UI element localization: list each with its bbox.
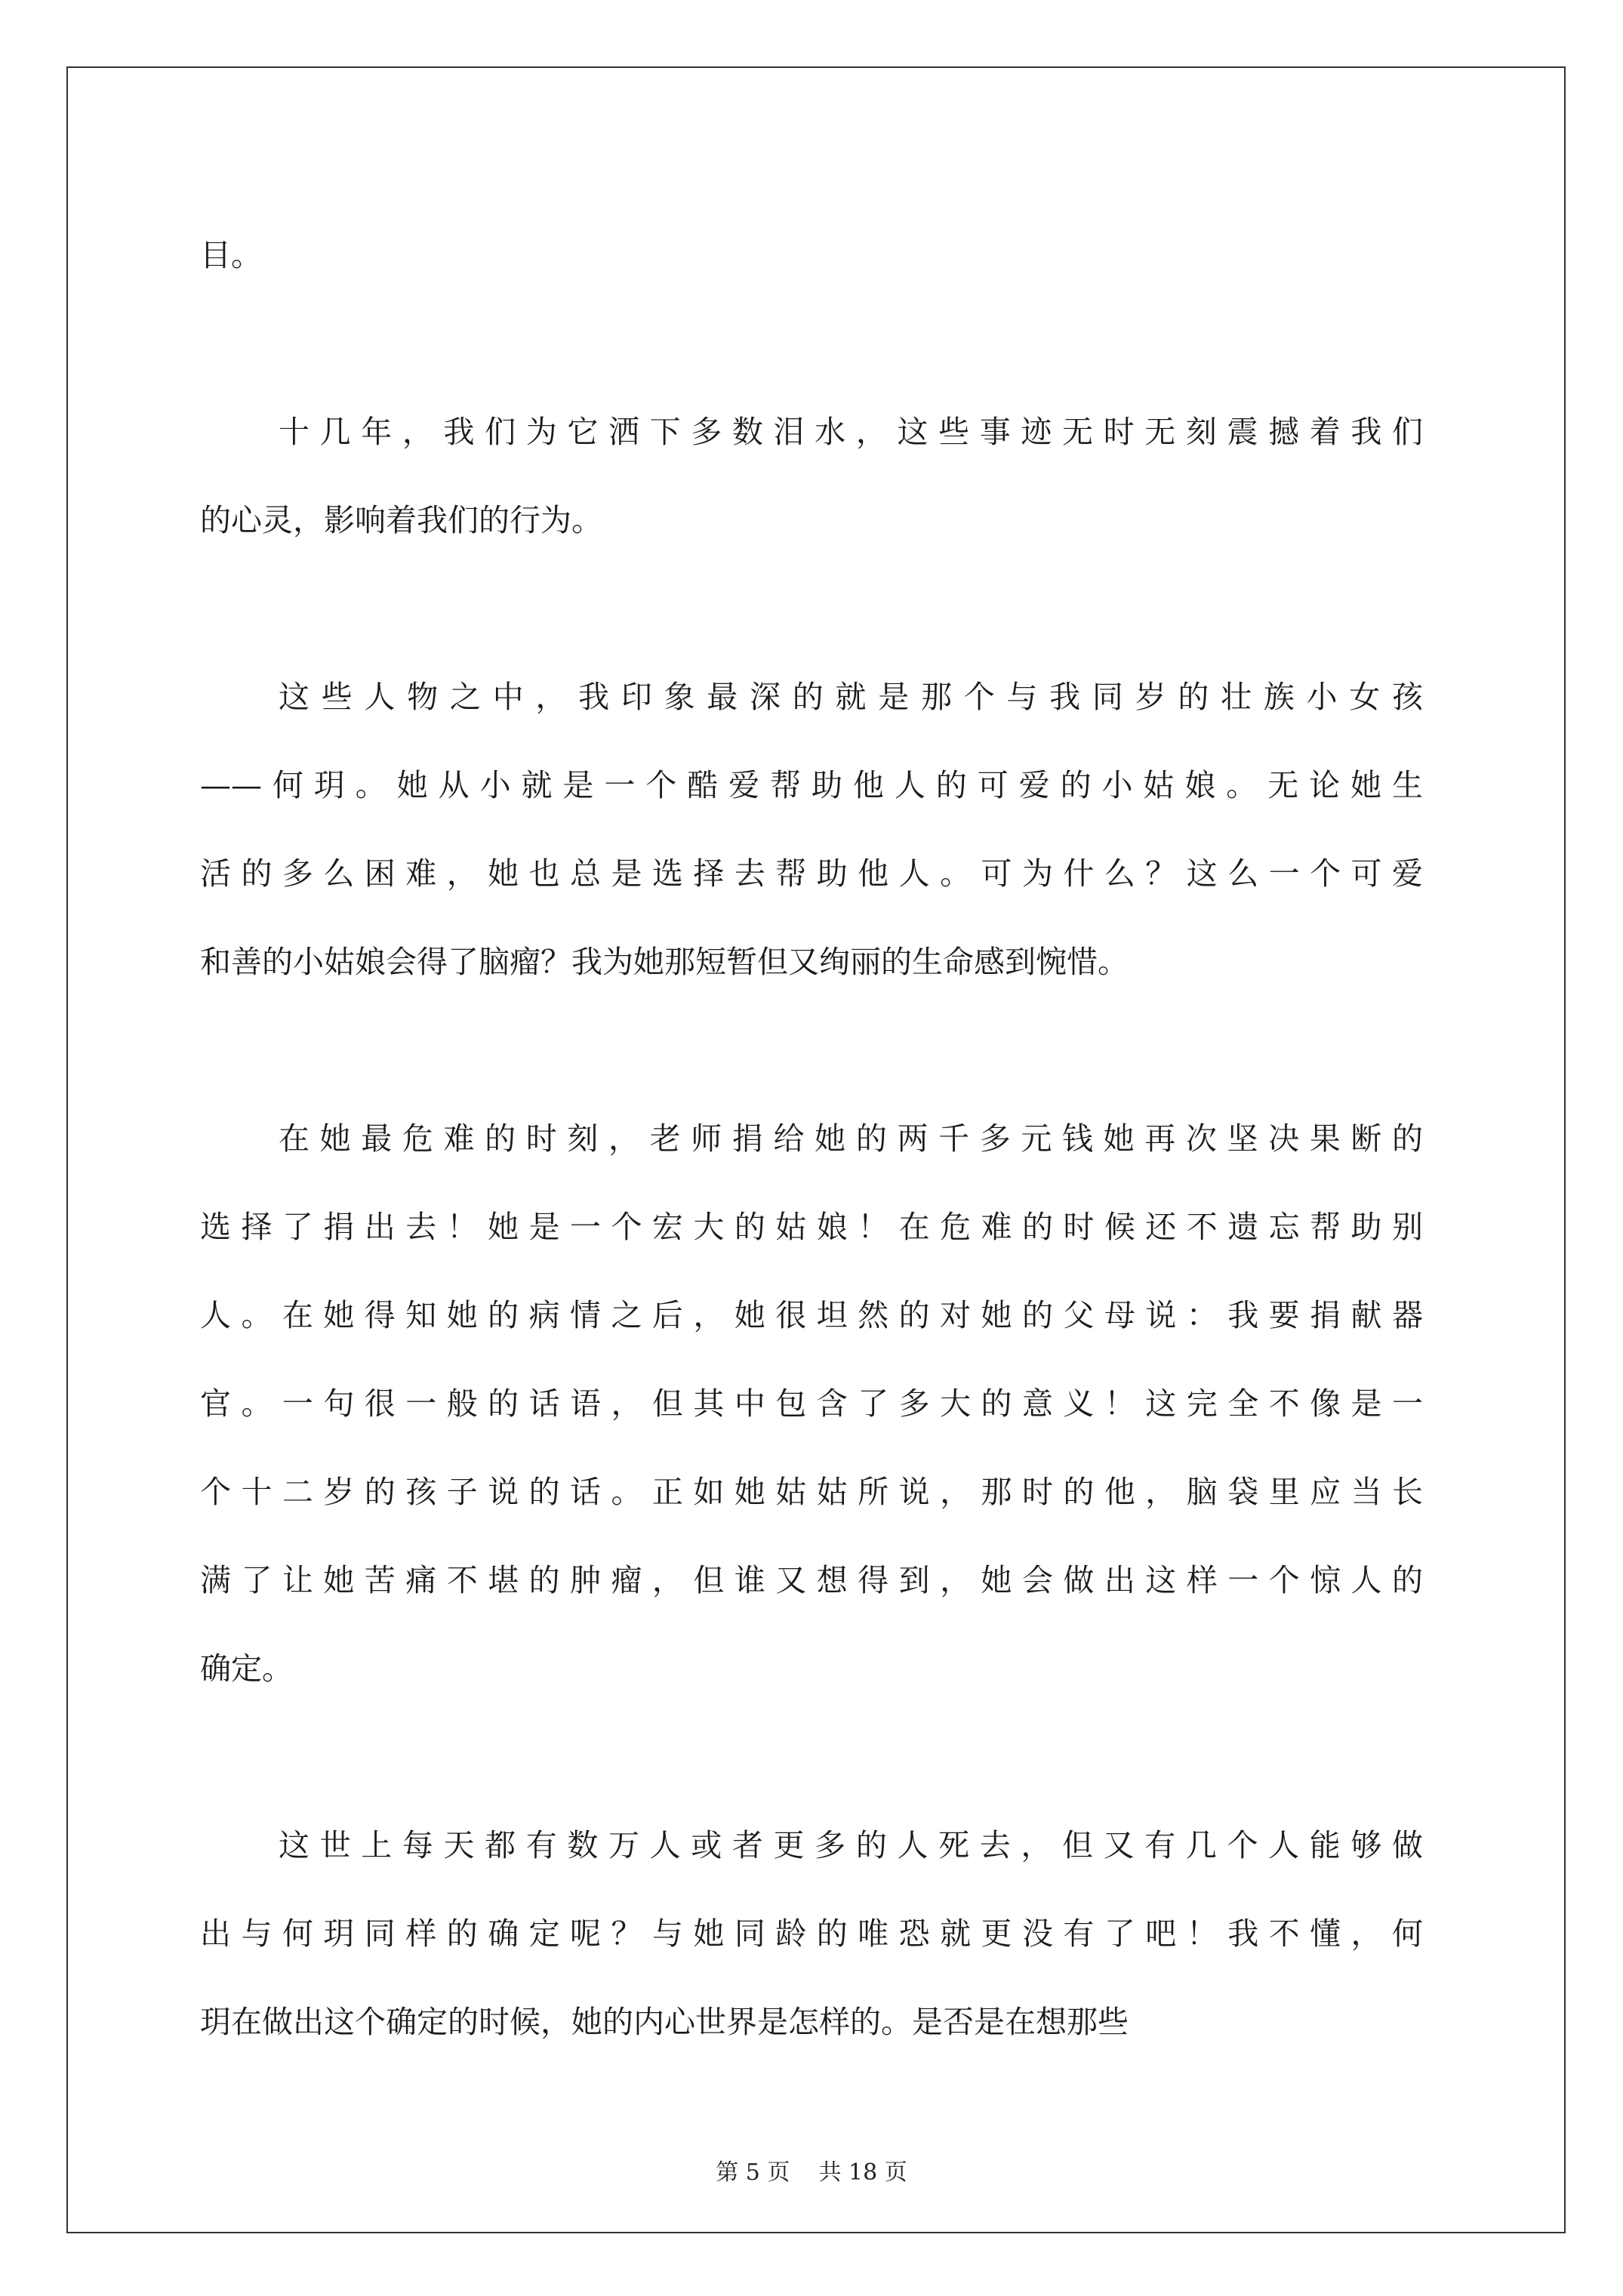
text-line: 人。在她得知她的病情之后，她很坦然的对她的父母说：我要捐献器	[200, 1297, 1423, 1333]
paragraph	[200, 211, 1423, 300]
text-line: 这些人物之中，我印象最深的就是那个与我同岁的壮族小女孩	[279, 679, 1423, 715]
text-line: 这世上每天都有数万人或者更多的人死去，但又有几个人能够做	[279, 1827, 1423, 1863]
text-line: 选择了捐出去！她是一个宏大的姑娘！在危难的时候还不遗忘帮助别	[200, 1209, 1423, 1245]
text-line: 在她最危难的时刻，老师捐给她的两千多元钱她再次坚决果断的	[279, 1120, 1423, 1157]
text-line: 和善的小姑娘会得了脑瘤？我为她那短暂但又绚丽的生命感到惋惜。	[200, 944, 1129, 980]
paragraph	[200, 1095, 1423, 1713]
text-line: 的心灵，影响着我们的行为。	[200, 502, 602, 538]
text-line: 官。一句很一般的话语，但其中包含了多大的意义！这完全不像是一	[200, 1385, 1423, 1422]
paragraph-spacer	[200, 300, 1423, 388]
paragraph-spacer	[200, 1713, 1423, 1801]
paragraph	[200, 1801, 1423, 2066]
paragraph	[200, 653, 1423, 1006]
text-line: 十几年，我们为它洒下多数泪水，这些事迹无时无刻震撼着我们	[279, 414, 1423, 450]
paragraph-spacer	[200, 565, 1423, 653]
page-number-footer: 第 5 页 共 18 页	[716, 2159, 907, 2186]
paragraph	[200, 388, 1423, 565]
text-line: 确定。	[200, 1650, 293, 1687]
paragraph-spacer	[200, 1006, 1423, 1095]
text-line: 满了让她苦痛不堪的肿瘤，但谁又想得到，她会做出这样一个惊人的	[200, 1562, 1423, 1598]
document-body	[200, 211, 1423, 2066]
text-line: 活的多么困难，她也总是选择去帮助他人。可为什么？这么一个可爱	[200, 855, 1423, 892]
text-line: ——何玥。她从小就是一个酷爱帮助他人的可爱的小姑娘。无论她生	[200, 767, 1423, 803]
text-line: 个十二岁的孩子说的话。正如她姑姑所说，那时的他，脑袋里应当长	[200, 1474, 1423, 1510]
text-line: 目。	[200, 237, 262, 273]
text-line: 玥在做出这个确定的时候，她的内心世界是怎样的。是否是在想那些	[200, 2004, 1129, 2040]
text-line: 出与何玥同样的确定呢？与她同龄的唯恐就更没有了吧！我不懂，何	[200, 1915, 1423, 1952]
